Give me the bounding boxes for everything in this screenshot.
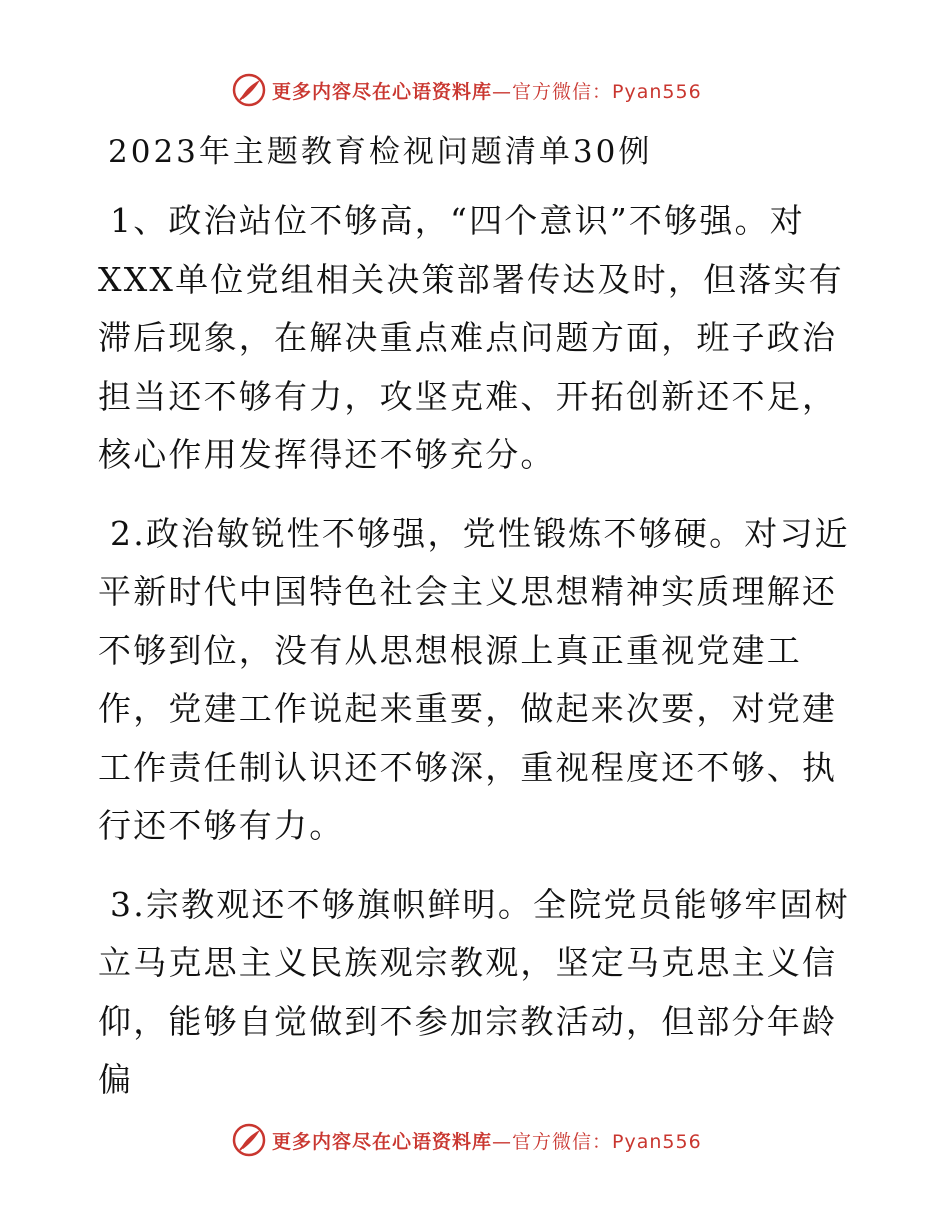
paragraph-3: 3.宗教观还不够旗帜鲜明。全院党员能够牢固树立马克思主义民族观宗教观，坚定马克思主义信仰，能够自觉做到不参加宗教活动，但部分年龄偏 <box>98 884 850 1099</box>
paragraph-1: 1、政治站位不够高，“四个意识”不够强。对XXX单位党组相关决策部署传达及时，但落实有滞后现象，在解决重点难点问题方面，班子政治担当还不够有力，攻坚克难、开拓创新还不足，核心作用发挥得还不够充分。 <box>98 201 844 474</box>
watermark-wechat: 官方微信：Pyan556 <box>512 80 702 103</box>
watermark-separator: — <box>492 1130 513 1153</box>
watermark-banner-bottom <box>232 1120 702 1160</box>
document-body <box>98 192 858 1130</box>
watermark-slogan: 更多内容尽在心语资料库 <box>272 1130 493 1153</box>
quill-logo-icon <box>232 1123 266 1157</box>
watermark-text <box>272 1127 702 1154</box>
quill-logo-icon <box>232 73 266 107</box>
watermark-separator: — <box>492 80 513 103</box>
watermark-slogan: 更多内容尽在心语资料库 <box>272 80 493 103</box>
document-title: 2023年主题教育检视问题清单30例 <box>108 134 653 170</box>
watermark-banner-top <box>232 70 702 110</box>
paragraph-2: 2.政治敏锐性不够强，党性锻炼不够硬。对习近平新时代中国特色社会主义思想精神实质理解还不够到位，没有从思想根源上真正重视党建工作，党建工作说起来重要，做起来次要，对党建工作责任制认识还不够深，重视程度还不够、执行还不够有力。 <box>98 513 850 845</box>
watermark-text <box>272 77 702 104</box>
watermark-wechat: 官方微信：Pyan556 <box>512 1130 702 1153</box>
